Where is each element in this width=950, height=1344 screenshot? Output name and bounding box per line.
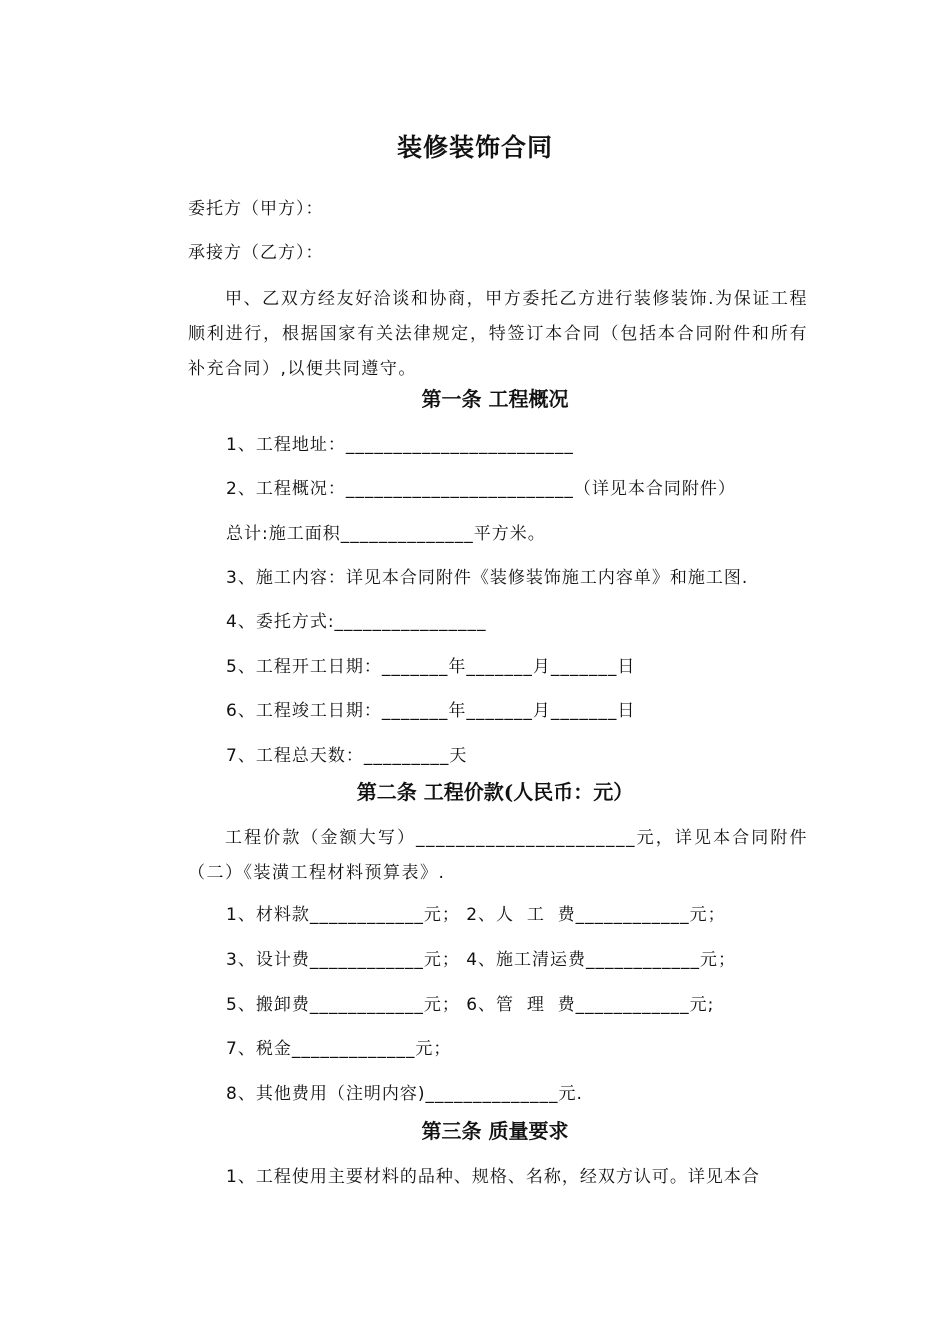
- article-1-item: 总计:施工面积______________平方米。: [226, 524, 546, 544]
- article-2-item: 7、税金_____________元；: [226, 1039, 452, 1059]
- article-1-item: 7、工程总天数：_________天: [226, 746, 468, 766]
- article-1-heading: 第一条 工程概况: [421, 387, 569, 411]
- document-title: 装修装饰合同: [396, 133, 553, 162]
- intro-paragraph: 甲、乙双方经友好洽谈和协商，甲方委托乙方进行装修装饰.为保证工程顺利进行，根据国家有关法律规定，特签订本合同（包括本合同附件和所有补充合同）,以便共同遵守。: [188, 289, 808, 379]
- party-a-label: 委托方（甲方）：: [188, 199, 324, 219]
- article-1-item: 4、委托方式:________________: [226, 612, 487, 632]
- article-2-intro: 工程价款（金额大写）______________________元，详见本合同附件（二）《装潢工程材料预算表》.: [188, 828, 808, 883]
- article-1-item: 5、工程开工日期：_______年_______月_______日: [226, 657, 636, 677]
- article-2-item: 5、搬卸费____________元； 6、管 理 费____________元;: [226, 995, 715, 1015]
- article-1-item: 2、工程概况：________________________（详见本合同附件）: [226, 479, 736, 499]
- article-1-item: 3、施工内容：详见本合同附件《装修装饰施工内容单》和施工图.: [226, 568, 749, 588]
- article-2-item: 8、其他费用（注明内容)______________元.: [226, 1084, 583, 1104]
- article-2-heading: 第二条 工程价款(人民币：元）: [356, 780, 634, 804]
- article-1-item: 1、工程地址：________________________: [226, 435, 574, 455]
- article-3-heading: 第三条 质量要求: [421, 1119, 569, 1143]
- article-1-item: 6、工程竣工日期：_______年_______月_______日: [226, 701, 636, 721]
- article-2-item: 3、设计费____________元； 4、施工清运费____________元；: [226, 950, 737, 970]
- article-3-item: 1、工程使用主要材料的品种、规格、名称，经双方认可。详见本合: [226, 1167, 760, 1187]
- article-2-item: 1、材料款____________元； 2、人 工 费____________元；: [226, 905, 726, 925]
- party-b-label: 承接方（乙方）：: [188, 243, 324, 263]
